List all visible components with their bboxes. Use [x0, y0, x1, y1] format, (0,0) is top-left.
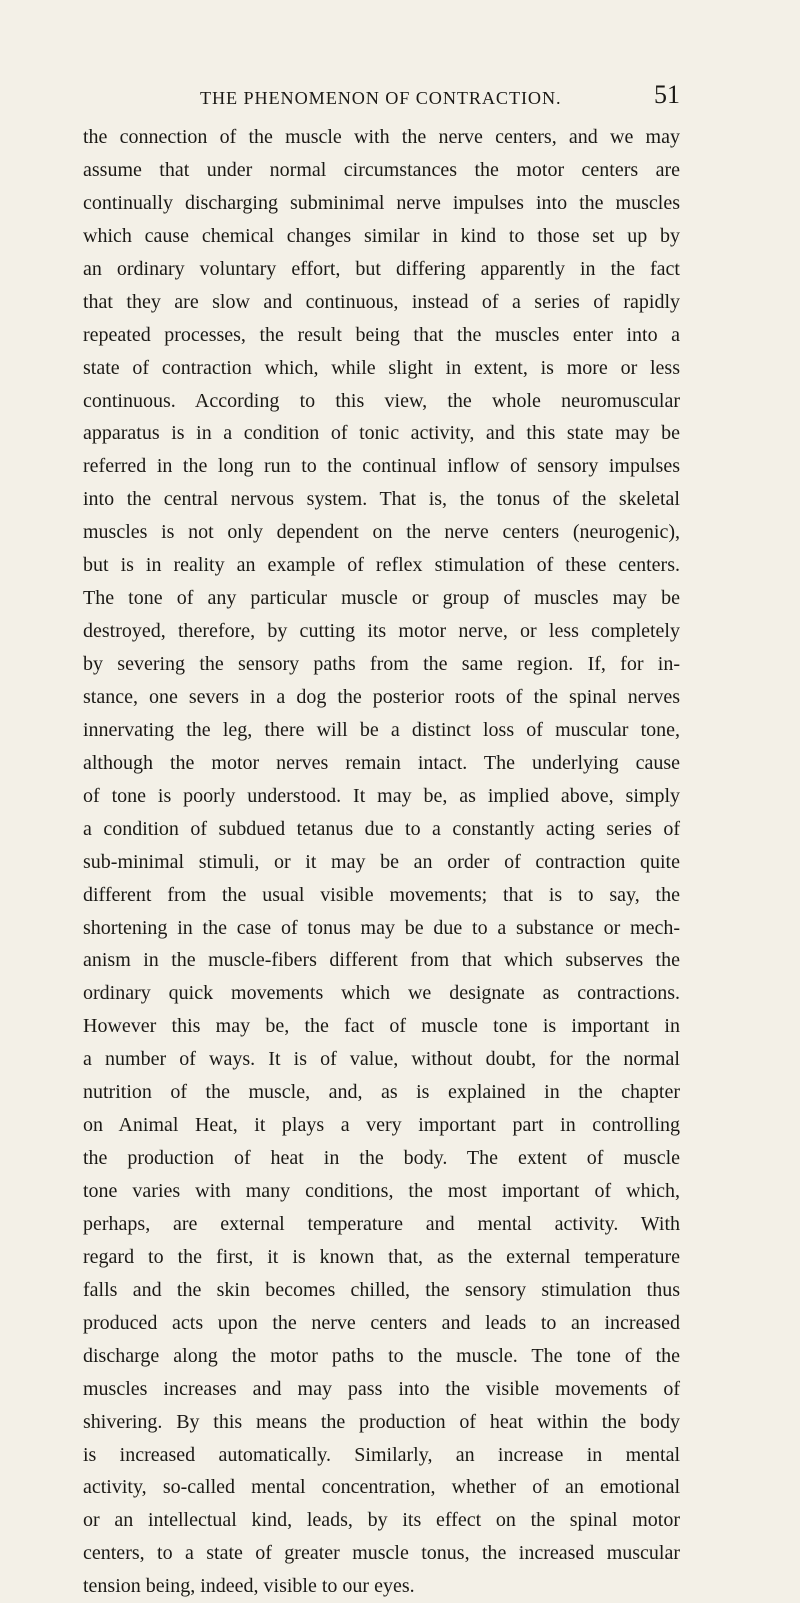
text-line: anism in the muscle-fibers different from that which subserves the	[83, 949, 680, 972]
text-line: destroyed, therefore, by cutting its motor nerve, or less completely	[83, 620, 680, 643]
text-line: shortening in the case of tonus may be due to a substance or mech-	[83, 916, 680, 939]
text-line: tone varies with many conditions, the most important of which,	[83, 1180, 680, 1202]
text-line: continuous. According to this view, the whole neuromuscular	[83, 389, 680, 412]
text-line: by severing the sensory paths from the same region. If, for in-	[83, 653, 680, 675]
text-line: state of contraction which, while slight in extent, is more or less	[83, 356, 680, 379]
text-line: sub-minimal stimuli, or it may be an order of contraction quite	[83, 850, 680, 873]
text-line: or an intellectual kind, leads, by its effect on the spinal motor	[83, 1509, 680, 1532]
text-line: falls and the skin becomes chilled, the sensory stimulation thus	[83, 1278, 680, 1301]
text-line: repeated processes, the result being that the muscles enter into a	[83, 323, 680, 346]
text-line: nutrition of the muscle, and, as is explained in the chapter	[83, 1081, 680, 1104]
text-line: produced acts upon the nerve centers and leads to an increased	[83, 1311, 680, 1334]
text-line: tension being, indeed, visible to our eyes.	[83, 1575, 415, 1598]
text-line: The tone of any particular muscle or group of muscles may be	[83, 587, 680, 610]
text-line: perhaps, are external temperature and mental activity. With	[83, 1212, 680, 1235]
text-line: although the motor nerves remain intact. The underlying cause	[83, 751, 680, 774]
text-line: However this may be, the fact of muscle tone is important in	[83, 1015, 680, 1038]
text-line: into the central nervous system. That is, the tonus of the skeletal	[83, 488, 680, 511]
text-line: apparatus is in a condition of tonic activity, and this state may be	[83, 422, 680, 445]
text-line: regard to the first, it is known that, as the external temperature	[83, 1245, 680, 1268]
text-line: is increased automatically. Similarly, an increase in mental	[83, 1443, 680, 1466]
text-line: which cause chemical changes similar in kind to those set up by	[83, 224, 680, 247]
text-line: innervating the leg, there will be a distinct loss of muscular tone,	[83, 718, 680, 741]
body-paragraph	[83, 121, 680, 1603]
text-line: of tone is poorly understood. It may be, as implied above, simply	[83, 784, 680, 807]
running-header	[200, 80, 680, 120]
text-line: ordinary quick movements which we designate as contractions.	[83, 982, 680, 1005]
text-line: continually discharging subminimal nerve impulses into the muscles	[83, 191, 680, 214]
text-line: a condition of subdued tetanus due to a constantly acting series of	[83, 817, 680, 840]
text-line: that they are slow and continuous, instead of a series of rapidly	[83, 290, 680, 313]
text-line: on Animal Heat, it plays a very important part in controlling	[83, 1114, 680, 1137]
text-line: stance, one severs in a dog the posterior roots of the spinal nerves	[83, 685, 680, 708]
text-line: different from the usual visible movements; that is to say, the	[83, 883, 680, 906]
page-number: 51	[654, 80, 680, 109]
text-line: centers, to a state of greater muscle tonus, the increased muscular	[83, 1542, 680, 1565]
text-line: referred in the long run to the continual inflow of sensory impulses	[83, 455, 680, 478]
text-line: the connection of the muscle with the nerve centers, and we may	[83, 126, 680, 148]
header-title: THE PHENOMENON OF CONTRACTION.	[200, 88, 562, 108]
text-line: but is in reality an example of reflex stimulation of these centers.	[83, 554, 680, 577]
text-line: muscles increases and may pass into the visible movements of	[83, 1377, 680, 1400]
text-line: assume that under normal circumstances the motor centers are	[83, 158, 680, 181]
text-line: discharge along the motor paths to the muscle. The tone of the	[83, 1344, 680, 1367]
text-line: a number of ways. It is of value, without doubt, for the normal	[83, 1048, 680, 1071]
text-line: activity, so-called mental concentration, whether of an emotional	[83, 1476, 680, 1499]
text-line: muscles is not only dependent on the nerve centers (neurogenic),	[83, 521, 680, 544]
text-line: an ordinary voluntary effort, but differing apparently in the fact	[83, 257, 680, 280]
text-line: the production of heat in the body. The extent of muscle	[83, 1147, 680, 1170]
text-line: shivering. By this means the production of heat within the body	[83, 1410, 680, 1433]
